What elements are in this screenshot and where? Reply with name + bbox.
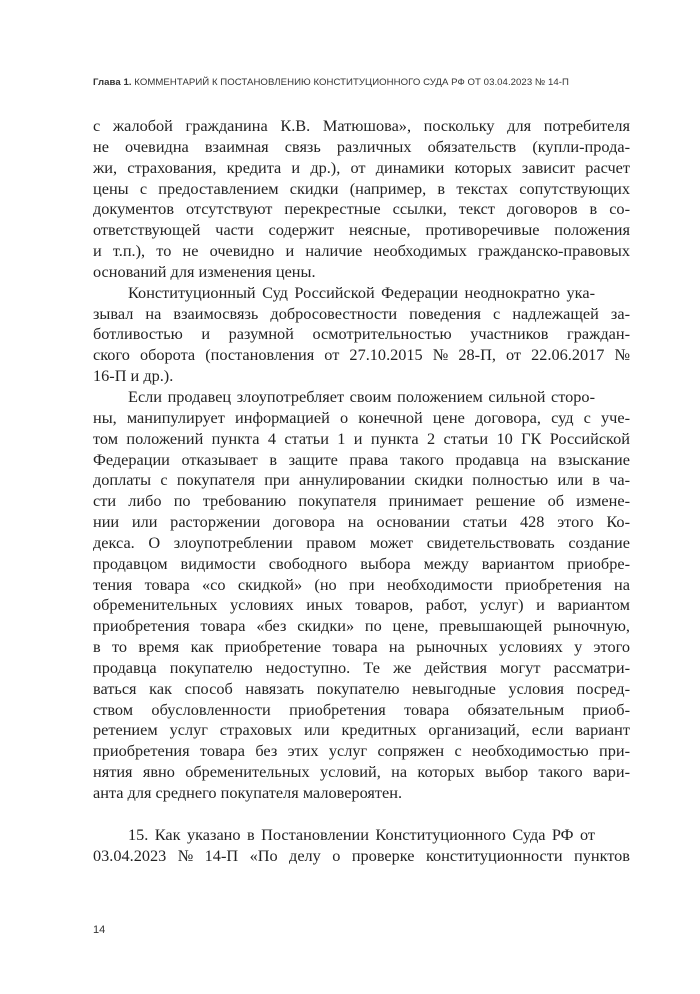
paragraph [93, 116, 630, 283]
text-line: жи, страхования, кредита и др.), от динамики которых зависит расчет [93, 157, 630, 177]
text-line: ретением услуг страховых или кредитных организаций, если вариант [93, 720, 630, 740]
text-line: сти либо по требованию покупателя принимает решение об измене- [93, 491, 630, 511]
text-line: Если продавец злоупотребляет своим положением сильной сторо- [128, 386, 595, 406]
paragraph [93, 825, 630, 867]
text-line: ством обусловленности приобретения товара обязательным приоб- [93, 699, 630, 719]
text-line: анта для среднего покупателя маловероятен. [93, 783, 403, 802]
text-line: ваться как способ навязать покупателю невыгодные условия посред- [93, 678, 630, 698]
text-line: документов отсутствуют перекрестные ссылки, текст договоров в со- [93, 199, 630, 219]
text-line: продавца покупателю недоступно. Те же действия могут рассматри- [93, 657, 630, 677]
text-line: том положений пункта 4 статьи 1 и пункта 2 статьи 10 ГК Российской [93, 428, 630, 448]
text-line: 15. Как указано в Постановлении Конституционного Суда РФ от [128, 824, 595, 844]
header-title: КОММЕНТАРИЙ К ПОСТАНОВЛЕНИЮ КОНСТИТУЦИОННОГО СУДА РФ ОТ 03.04.2023 № 14-П [134, 77, 569, 88]
text-line: в то время как приобретение товара на рыночных условиях у этого [93, 637, 630, 657]
text-line: Федерации отказывает в защите права такого продавца на взыскание [93, 449, 630, 469]
text-line: ского оборота (постановления от 27.10.2015 № 28-П, от 22.06.2017 № [93, 345, 630, 365]
text-line: продавцом видимости свободного выбора между вариантом приобре- [93, 553, 630, 573]
text-line: обременительных условиях иных товаров, работ, услуг) и вариантом [93, 595, 630, 615]
text-line: нии или расторжении договора на основании статьи 428 этого Ко- [93, 512, 630, 532]
text-line: и т.п.), то не очевидно и наличие необходимых гражданско-правовых [93, 241, 630, 261]
text-line: декса. О злоупотреблении правом может свидетельствовать создание [93, 532, 630, 552]
running-header [93, 77, 633, 88]
text-line: зывал на взаимосвязь добросовестности поведения с надлежащей за- [93, 303, 630, 323]
chapter-label: Глава 1. [93, 77, 132, 88]
text-line: с жалобой гражданина К.В. Матюшова», поскольку для потребителя [93, 116, 630, 135]
text-line: Конституционный Суд Российской Федерации неоднократно ука- [128, 282, 595, 302]
text-line: тения товара «со скидкой» (но при необходимости приобретения на [93, 574, 630, 594]
text-line: оснований для изменения цены. [93, 261, 316, 281]
text-line: 03.04.2023 № 14-П «По делу о проверке конституционности пунктов [93, 845, 630, 865]
text-line: не очевидна взаимная связь различных обязательств (купли-прода- [93, 136, 630, 156]
body-text [93, 116, 630, 867]
text-line: цены с предоставлением скидки (например, в текстах сопутствующих [93, 178, 630, 198]
section-gap [93, 804, 630, 825]
text-line: приобретения товара «без скидки» по цене, превышающей рыночную, [93, 616, 630, 636]
text-line: приобретения товара без этих услуг сопряжен с необходимостью при- [93, 741, 630, 761]
text-line: 16-П и др.). [93, 366, 174, 386]
text-line: доплаты с покупателя при аннулировании скидки полностью или в ча- [93, 470, 630, 490]
text-line: ботливостью и разумной осмотрительностью участников граждан- [93, 324, 630, 344]
text-line: ны, манипулирует информацией о конечной цене договора, суд с уче- [93, 407, 630, 427]
text-line: нятия явно обременительных условий, на которых выбор такого вари- [93, 762, 630, 782]
page-number: 14 [93, 924, 106, 936]
paragraph [93, 387, 630, 804]
paragraph [93, 283, 630, 387]
text-line: ответствующей части содержит неясные, противоречивые положения [93, 220, 630, 240]
